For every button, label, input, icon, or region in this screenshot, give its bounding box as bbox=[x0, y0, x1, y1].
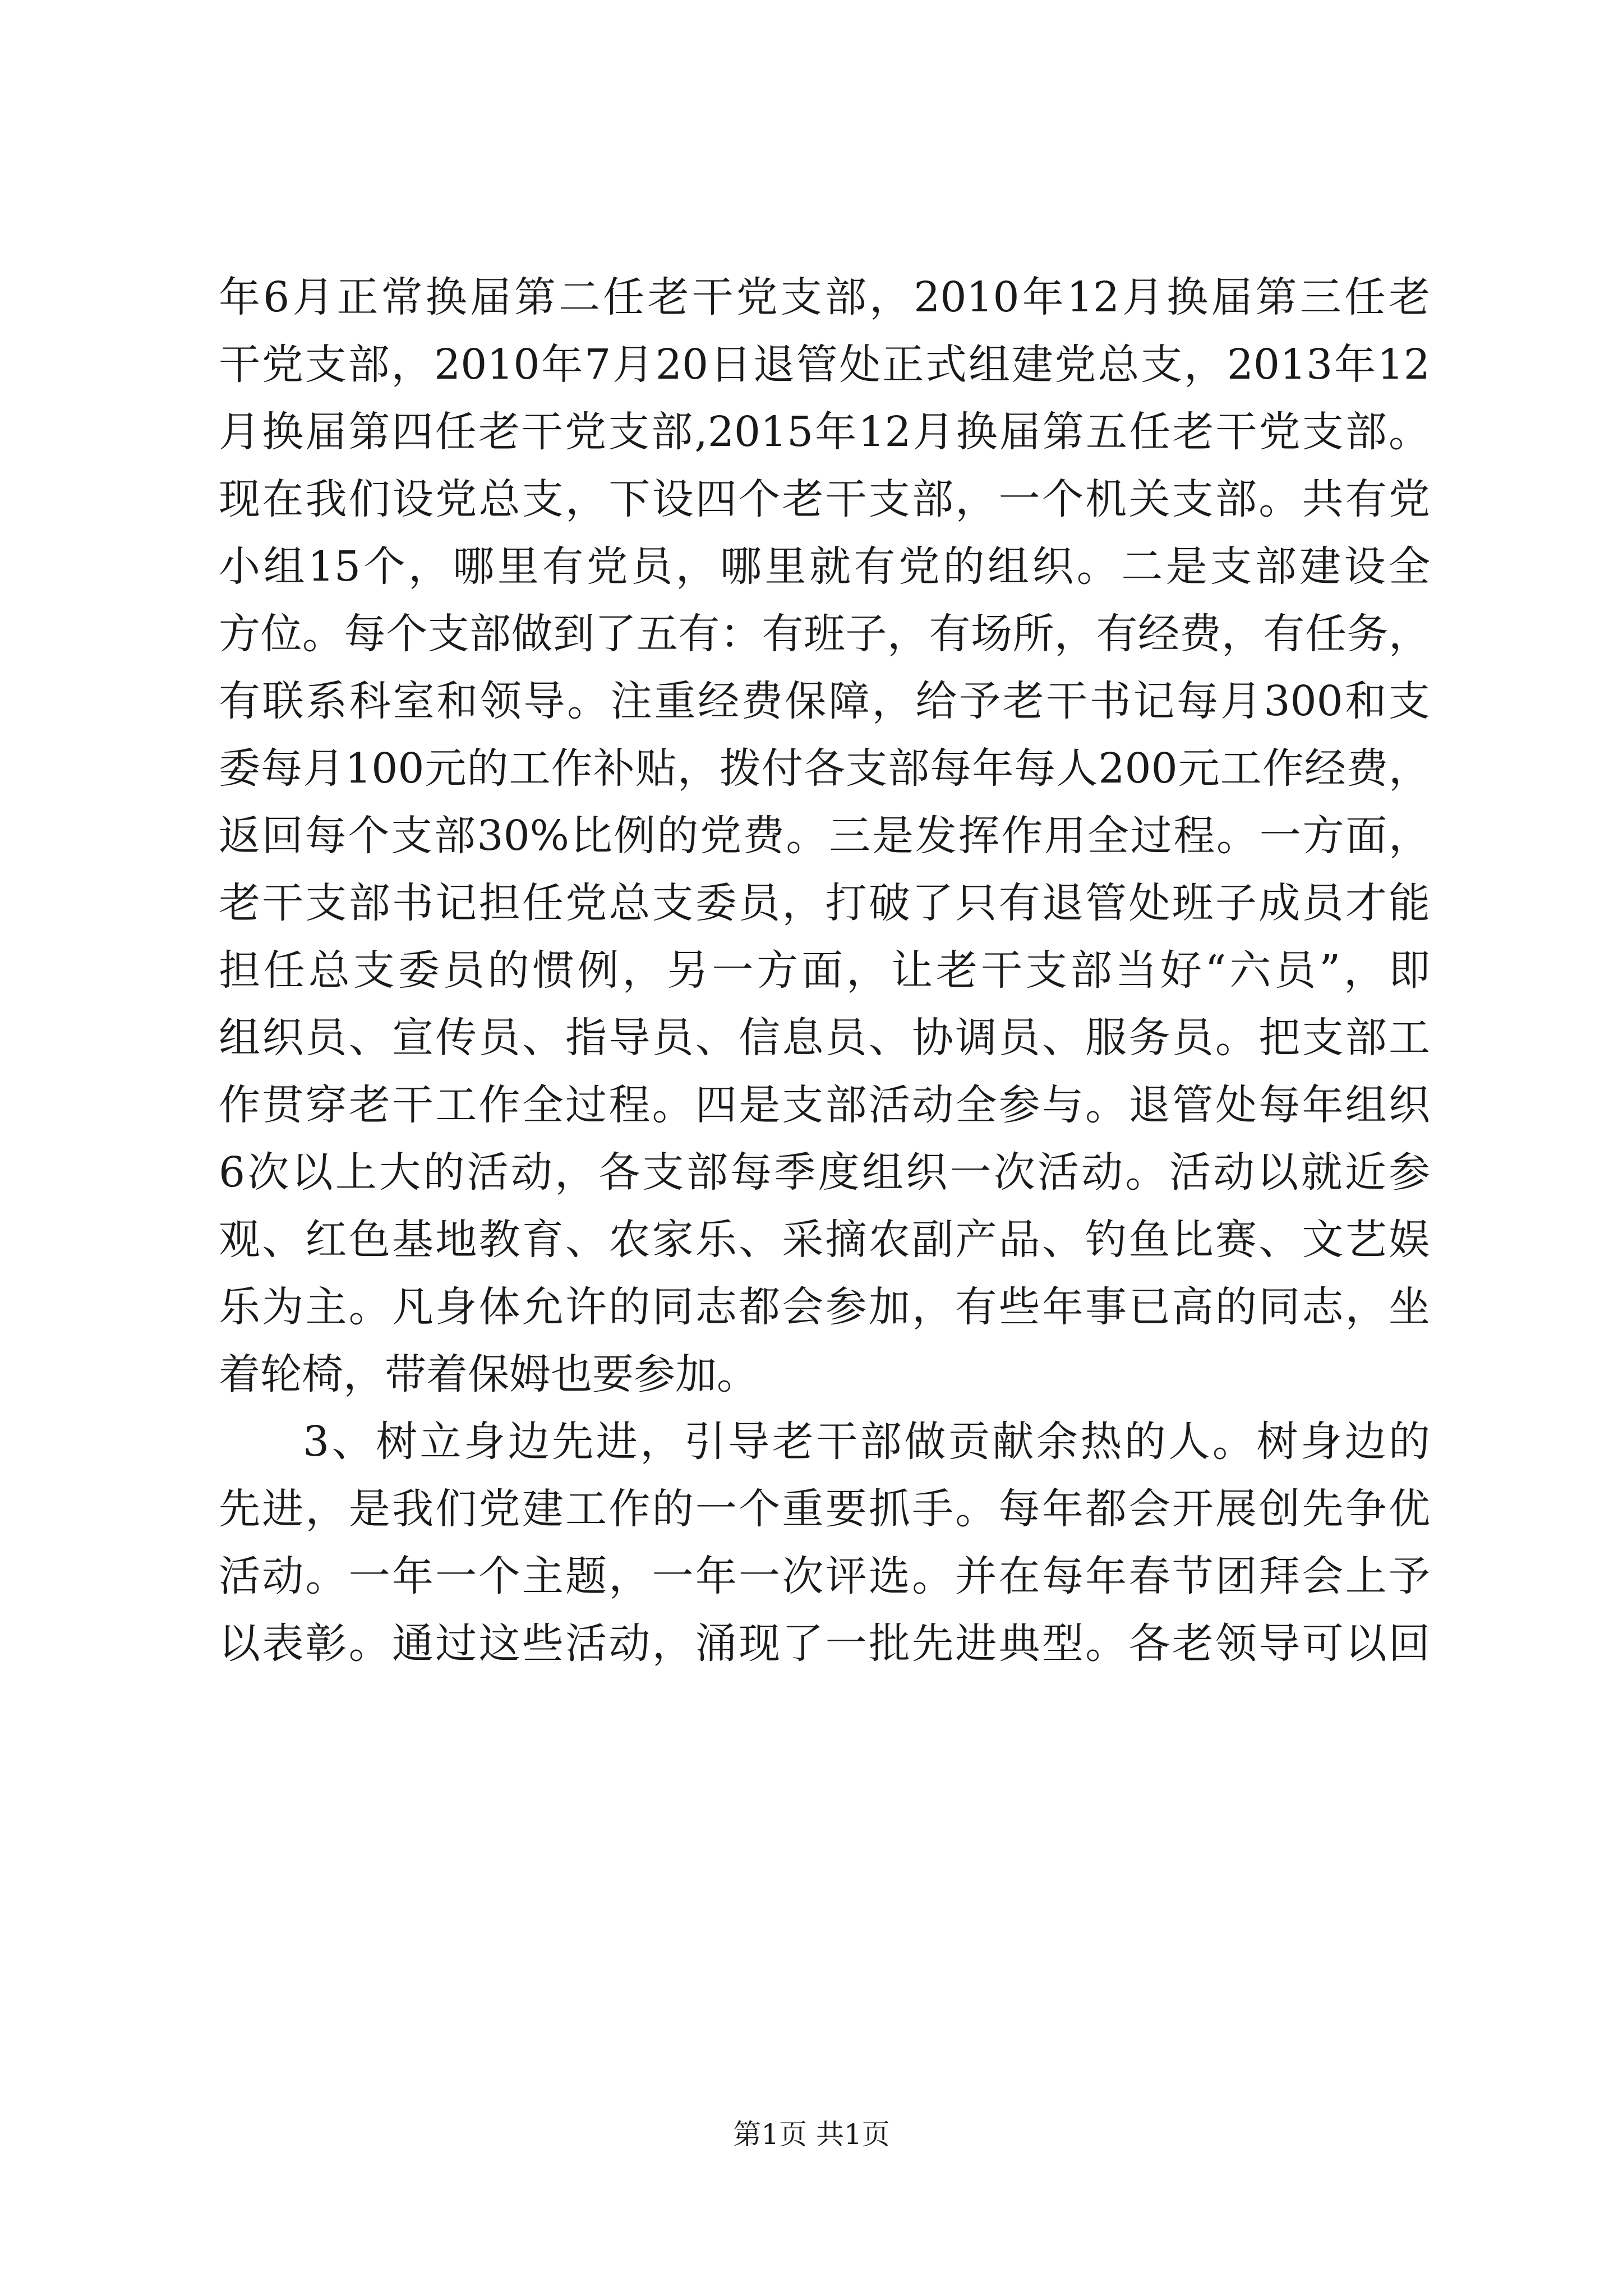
text-line: 老干支部书记担任党总支委员，打破了只有退管处班子成员才能 bbox=[219, 879, 1430, 927]
text-line: 返回每个支部30%比例的党费。三是发挥作用全过程。一方面， bbox=[219, 812, 1430, 860]
text-line: 观、红色基地教育、农家乐、采摘农副产品、钓鱼比赛、文艺娱 bbox=[219, 1216, 1430, 1264]
text-line: 有联系科室和领导。注重经费保障，给予老干书记每月300和支 bbox=[219, 677, 1430, 725]
text-line: 担任总支委员的惯例，另一方面，让老干支部当好“六员”，即 bbox=[219, 946, 1430, 995]
text-line: 作贯穿老干工作全过程。四是支部活动全参与。退管处每年组织 bbox=[219, 1081, 1430, 1129]
document-body bbox=[219, 264, 1430, 1677]
text-line: 6次以上大的活动，各支部每季度组织一次活动。活动以就近参 bbox=[219, 1148, 1430, 1197]
text-line: 年6月正常换届第二任老干党支部，2010年12月换届第三任老 bbox=[219, 273, 1430, 321]
text-line: 先进，是我们党建工作的一个重要抓手。每年都会开展创先争优 bbox=[219, 1485, 1430, 1533]
text-line: 活动。一年一个主题，一年一次评选。并在每年春节团拜会上予 bbox=[219, 1552, 1430, 1600]
text-line: 现在我们设党总支，下设四个老干支部，一个机关支部。共有党 bbox=[219, 475, 1430, 523]
text-line: 乐为主。凡身体允许的同志都会参加，有些年事已高的同志，坐 bbox=[219, 1283, 1430, 1331]
text-line: 方位。每个支部做到了五有：有班子，有场所，有经费，有任务， bbox=[219, 610, 1430, 658]
text-line: 干党支部，2010年7月20日退管处正式组建党总支，2013年12 bbox=[219, 341, 1430, 389]
text-line: 月换届第四任老干党支部,2015年12月换届第五任老干党支部。 bbox=[219, 408, 1430, 456]
text-line: 以表彰。通过这些活动，涌现了一批先进典型。各老领导可以回 bbox=[219, 1619, 1430, 1668]
text-line: 组织员、宣传员、指导员、信息员、协调员、服务员。把支部工 bbox=[219, 1014, 1430, 1062]
page-number-footer: 第1页 共1页 bbox=[733, 2118, 890, 2151]
text-line: 委每月100元的工作补贴，拨付各支部每年每人200元工作经费， bbox=[219, 744, 1430, 793]
paragraph-end-line: 着轮椅，带着保姆也要参加。 bbox=[219, 1350, 758, 1398]
paragraph-first-line: 3、树立身边先进，引导老干部做贡献余热的人。树身边的 bbox=[303, 1418, 1430, 1466]
text-line: 小组15个，哪里有党员，哪里就有党的组织。二是支部建设全 bbox=[219, 542, 1430, 591]
